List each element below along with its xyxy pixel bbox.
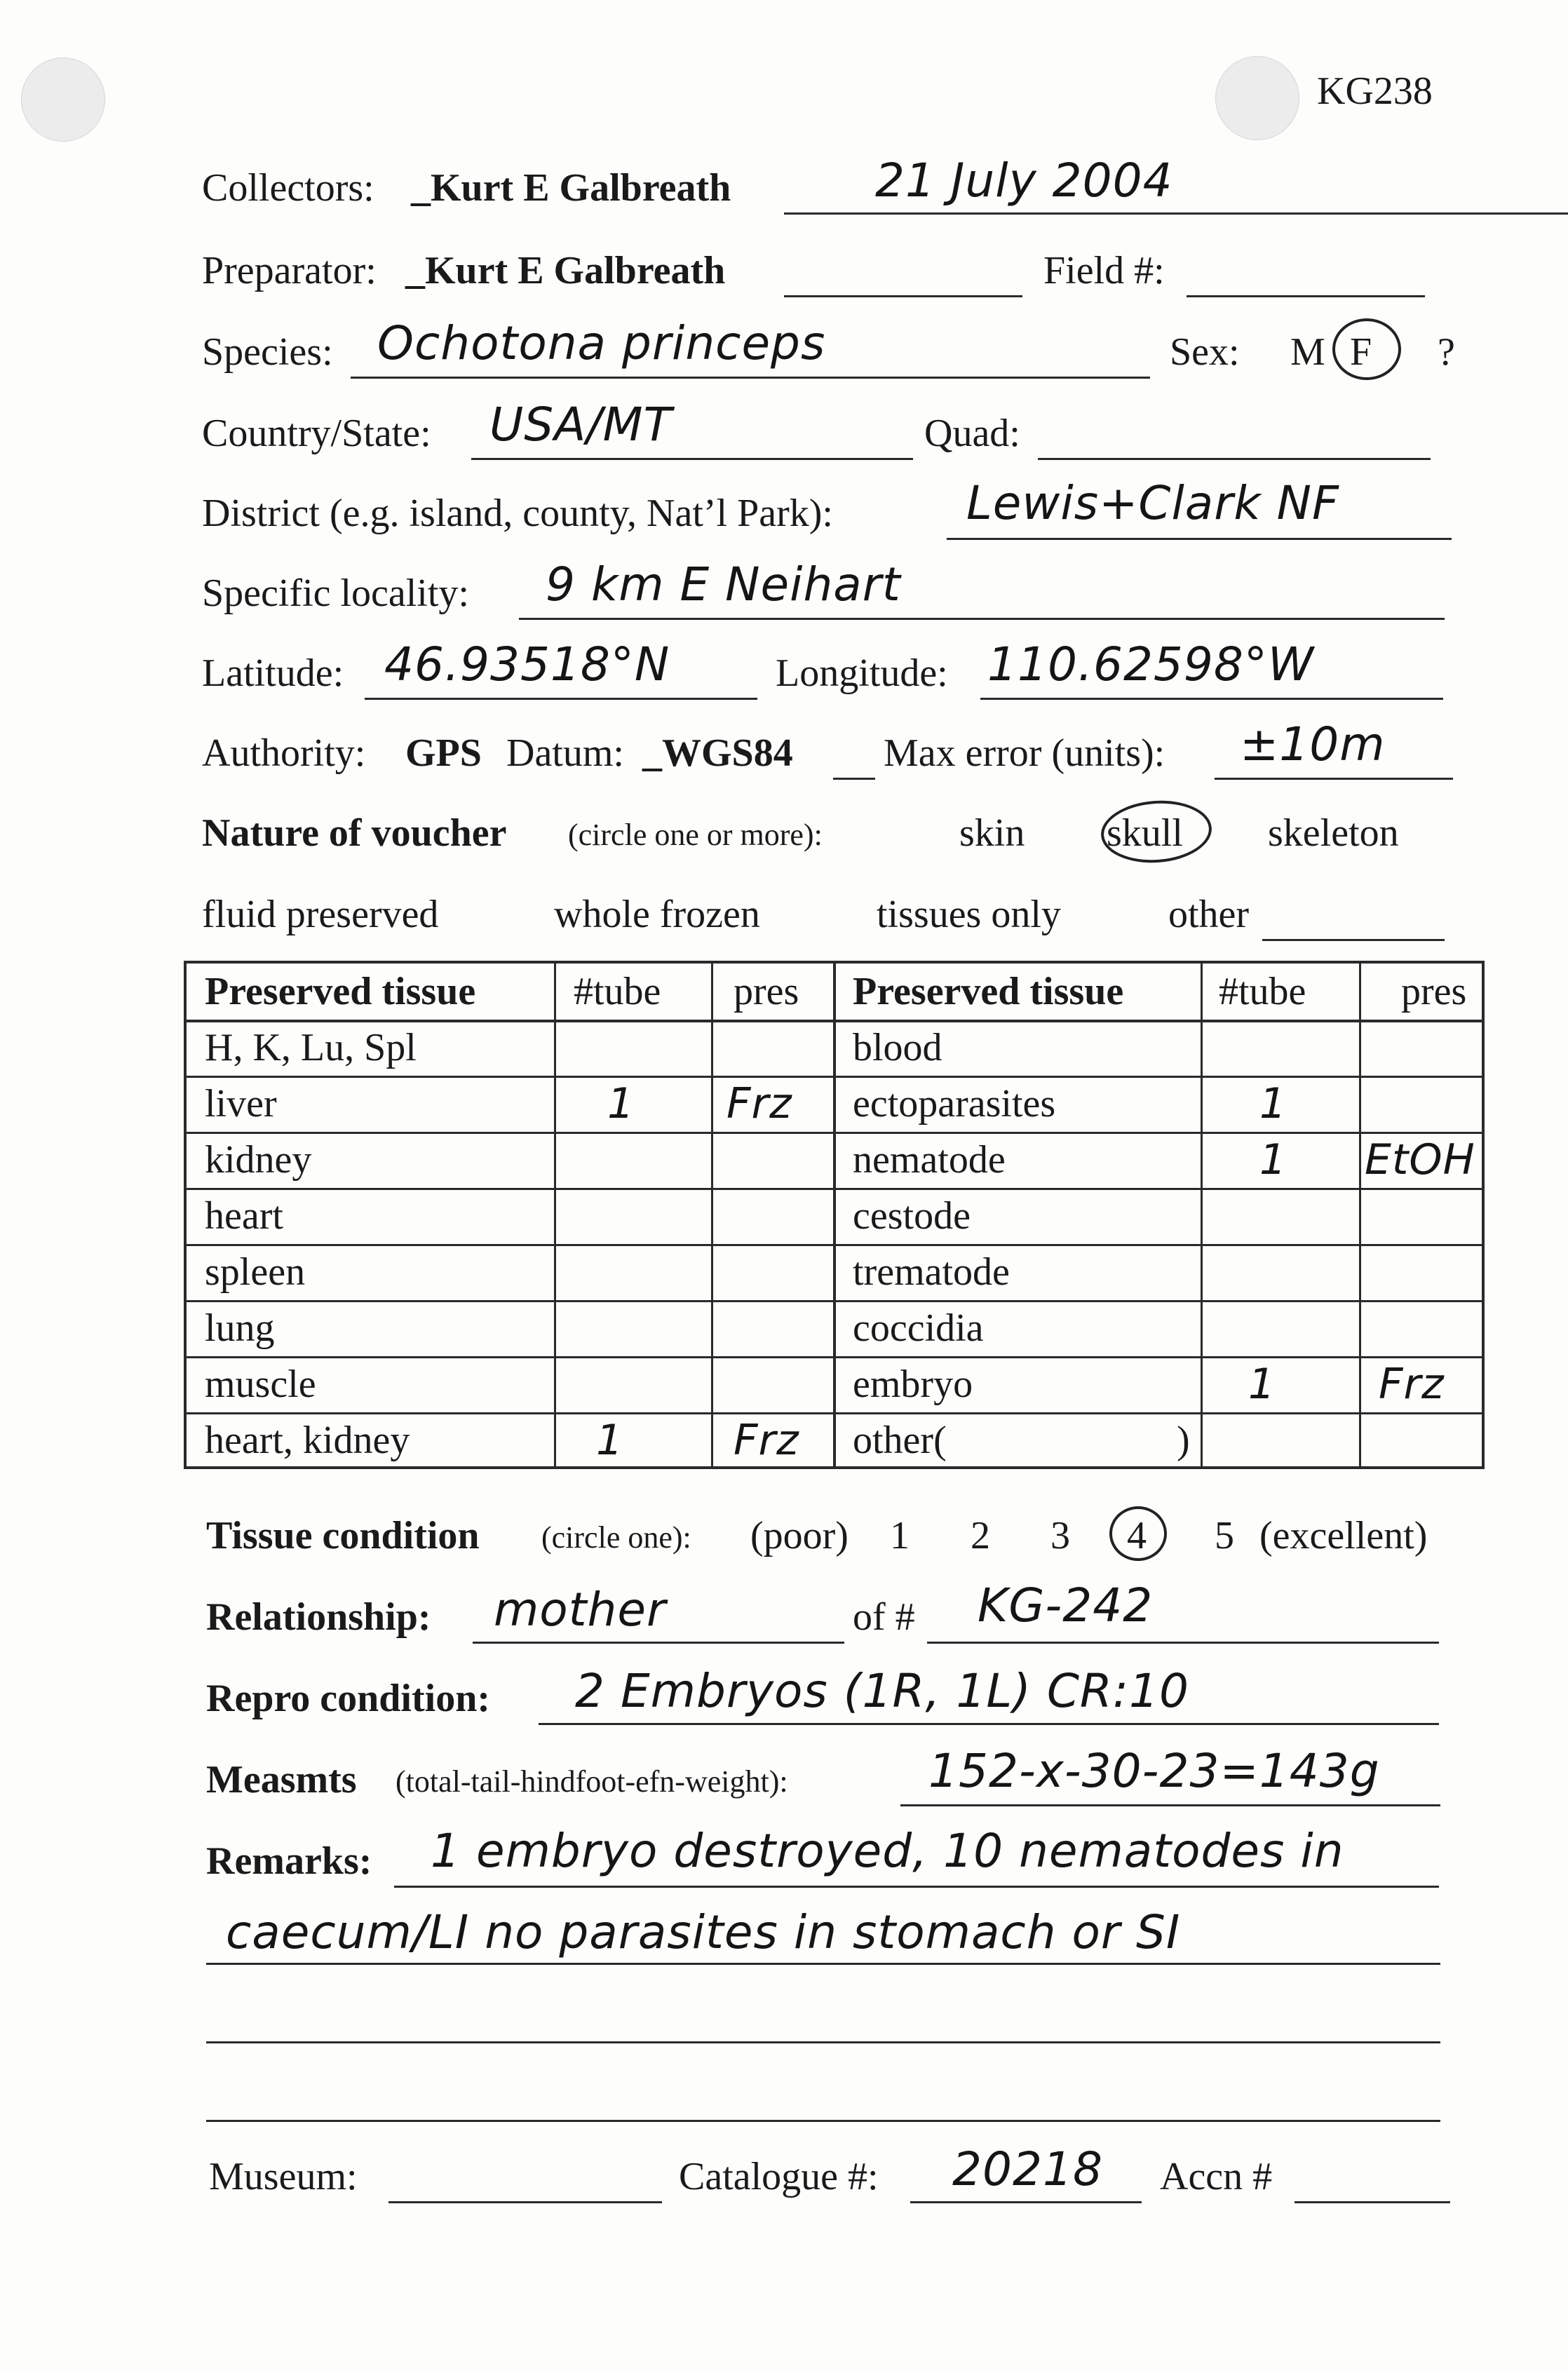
- tissue-name: heart: [205, 1194, 283, 1238]
- voucher-option-fluid[interactable]: fluid preserved: [202, 893, 439, 936]
- authority-row: [202, 717, 1456, 780]
- species-label: Species:: [202, 330, 333, 374]
- longitude-line: [980, 698, 1443, 700]
- table-header: #tube: [574, 970, 661, 1013]
- tube-count[interactable]: 1: [596, 1416, 624, 1465]
- table-divider: [833, 964, 836, 1466]
- table-header: pres: [1401, 970, 1467, 1013]
- tube-count[interactable]: 1: [1259, 1079, 1287, 1128]
- locality-label: Specific locality:: [202, 572, 469, 615]
- repro-label: Repro condition:: [206, 1677, 490, 1720]
- tissue-name: embryo: [853, 1363, 973, 1406]
- authority-label: Authority:: [202, 731, 366, 775]
- table-divider: [187, 1300, 1482, 1302]
- catalogue-value[interactable]: 20218: [952, 2142, 1103, 2196]
- max-error-label: Max error (units):: [884, 731, 1165, 775]
- tissue-name: cestode: [853, 1194, 971, 1238]
- voucher-other-line[interactable]: [1262, 939, 1445, 941]
- sex-label: Sex:: [1170, 330, 1240, 374]
- table-header: #tube: [1219, 970, 1306, 1013]
- country-row: [202, 398, 1456, 460]
- condition-hint: (circle one):: [541, 1520, 691, 1555]
- collectors-name[interactable]: _Kurt E Galbreath: [411, 166, 731, 210]
- voucher-selection-circle: [1099, 797, 1214, 867]
- collectors-date-line: [784, 212, 1568, 215]
- datum-label: Datum:: [506, 731, 624, 775]
- table-divider: [711, 964, 713, 1466]
- catalogue-line: [910, 2201, 1142, 2203]
- locality-line: [519, 618, 1445, 620]
- table-header: Preserved tissue: [853, 970, 1124, 1013]
- locality-row: [202, 557, 1456, 620]
- relationship-label: Relationship:: [206, 1595, 431, 1639]
- species-line: [351, 377, 1150, 379]
- quad-label: Quad:: [924, 412, 1020, 455]
- country-line: [471, 458, 913, 460]
- repro-row: [206, 1664, 1456, 1725]
- longitude-label: Longitude:: [776, 651, 948, 695]
- tissue-name: H, K, Lu, Spl: [205, 1026, 417, 1069]
- tissue-name: other(: [853, 1419, 947, 1462]
- accn-line[interactable]: [1295, 2201, 1450, 2203]
- condition-option-2[interactable]: 2: [971, 1514, 990, 1557]
- preservation[interactable]: Frz: [1379, 1360, 1445, 1409]
- longitude-value[interactable]: 110.62598°W: [987, 637, 1315, 691]
- tissue-name: liver: [205, 1082, 277, 1125]
- punch-hole-left: [21, 58, 105, 142]
- voucher-option-frozen[interactable]: whole frozen: [554, 893, 760, 936]
- tissue-name: heart, kidney: [205, 1419, 410, 1462]
- country-value[interactable]: USA/MT: [489, 398, 673, 452]
- remarks-text-2[interactable]: caecum/LI no parasites in stomach or SI: [226, 1905, 1181, 1959]
- table-divider: [187, 1132, 1482, 1134]
- latitude-line: [365, 698, 757, 700]
- table-divider: [187, 1356, 1482, 1358]
- relationship-of-label: of #: [853, 1595, 915, 1639]
- tissue-table: [184, 961, 1485, 1469]
- latitude-label: Latitude:: [202, 651, 344, 695]
- remarks-row-4: [206, 2067, 1456, 2122]
- tube-count[interactable]: 1: [1259, 1135, 1287, 1184]
- condition-option-5[interactable]: 5: [1215, 1514, 1234, 1557]
- measurements-line: [900, 1804, 1440, 1806]
- locality-value[interactable]: 9 km E Neihart: [546, 557, 901, 611]
- preservation[interactable]: Frz: [726, 1079, 792, 1128]
- accn-label: Accn #: [1160, 2155, 1273, 2198]
- voucher-hint: (circle one or more):: [568, 818, 823, 852]
- relationship-of-value[interactable]: KG-242: [978, 1578, 1154, 1632]
- table-divider: [187, 1188, 1482, 1190]
- tissue-name: trematode: [853, 1250, 1010, 1294]
- remarks-line-3[interactable]: [206, 2041, 1440, 2043]
- latitude-value[interactable]: 46.93518°N: [384, 637, 670, 691]
- museum-line[interactable]: [388, 2201, 662, 2203]
- district-value[interactable]: Lewis+Clark NF: [966, 476, 1339, 530]
- relationship-line: [473, 1642, 844, 1644]
- tissue-name: coccidia: [853, 1306, 984, 1350]
- condition-option-1[interactable]: 1: [890, 1514, 910, 1557]
- form-id: KG238: [1317, 69, 1433, 113]
- table-divider: [187, 1076, 1482, 1078]
- preservation[interactable]: EtOH: [1365, 1135, 1475, 1184]
- datum-line-tail: [833, 778, 875, 780]
- voucher-option-other[interactable]: other: [1168, 893, 1250, 936]
- voucher-option-skeleton[interactable]: skeleton: [1268, 811, 1399, 855]
- remarks-line-1: [394, 1886, 1439, 1888]
- quad-line[interactable]: [1038, 458, 1431, 460]
- country-label: Country/State:: [202, 412, 431, 455]
- sex-option-m[interactable]: M: [1290, 330, 1325, 374]
- collection-date[interactable]: 21 July 2004: [875, 154, 1173, 208]
- table-header: Preserved tissue: [205, 970, 476, 1013]
- voucher-row: [202, 805, 1456, 860]
- preservation[interactable]: Frz: [734, 1416, 799, 1465]
- condition-excellent: (excellent): [1259, 1514, 1428, 1557]
- max-error-line: [1215, 778, 1453, 780]
- museum-label: Museum:: [209, 2155, 358, 2198]
- condition-selection-circle: [1109, 1506, 1167, 1561]
- preparator-row: [202, 243, 1456, 297]
- field-number-label: Field #:: [1043, 249, 1165, 292]
- tube-count[interactable]: 1: [1248, 1360, 1276, 1409]
- preparator-blank-line: [784, 295, 1022, 297]
- measurements-label: Measmts: [206, 1758, 357, 1801]
- max-error-value[interactable]: ±10m: [1240, 717, 1386, 771]
- tissue-name: lung: [205, 1306, 275, 1350]
- sex-option-unknown[interactable]: ?: [1438, 330, 1455, 374]
- table-divider: [187, 1244, 1482, 1246]
- tissue-name: blood: [853, 1026, 942, 1069]
- datum-value[interactable]: _WGS84: [642, 731, 793, 775]
- remarks-line-4[interactable]: [206, 2120, 1440, 2122]
- remarks-line-2: [206, 1963, 1440, 1965]
- remarks-row-3: [206, 1989, 1456, 2043]
- voucher-option-skull[interactable]: skull: [1107, 811, 1183, 855]
- sex-option-f[interactable]: F: [1350, 330, 1372, 374]
- tissue-name: kidney: [205, 1138, 312, 1182]
- voucher-label: Nature of voucher: [202, 811, 507, 855]
- tube-count[interactable]: 1: [607, 1079, 635, 1128]
- preparator-label: Preparator:: [202, 249, 377, 292]
- condition-option-4[interactable]: 4: [1127, 1514, 1147, 1557]
- relationship-row: [206, 1578, 1456, 1644]
- condition-row: [206, 1508, 1456, 1562]
- relationship-of-line: [927, 1642, 1439, 1644]
- collectors-label: Collectors:: [202, 166, 374, 210]
- remarks-text-1[interactable]: 1 embryo destroyed, 10 nematodes in: [431, 1824, 1344, 1878]
- measurements-value[interactable]: 152-x-30-23=143g: [928, 1744, 1380, 1798]
- table-divider: [554, 964, 556, 1466]
- authority-gps: GPS: [405, 731, 482, 775]
- catalogue-label: Catalogue #:: [679, 2155, 879, 2198]
- table-header: pres: [734, 970, 799, 1013]
- remarks-row-2: [206, 1905, 1456, 1965]
- species-row: [202, 316, 1456, 379]
- district-label: District (e.g. island, county, Nat’l Park):: [202, 492, 833, 535]
- tissue-name: nematode: [853, 1138, 1006, 1182]
- measurements-row: [206, 1744, 1456, 1806]
- repro-value[interactable]: 2 Embryos (1R, 1L) CR:10: [575, 1664, 1190, 1718]
- measurements-hint: (total-tail-hindfoot-efn-weight):: [396, 1764, 788, 1799]
- district-row: [202, 476, 1456, 540]
- remarks-row: [206, 1824, 1456, 1888]
- relationship-value[interactable]: mother: [494, 1583, 667, 1637]
- tissue-name: spleen: [205, 1250, 306, 1294]
- voucher-row-2: [202, 886, 1456, 941]
- species-value[interactable]: Ochotona princeps: [377, 316, 826, 370]
- table-divider: [1359, 964, 1361, 1466]
- condition-poor: (poor): [750, 1514, 849, 1557]
- tissue-name: muscle: [205, 1363, 316, 1406]
- voucher-option-tissues[interactable]: tissues only: [877, 893, 1061, 936]
- coordinates-row: [202, 637, 1456, 700]
- field-number-line[interactable]: [1187, 295, 1425, 297]
- condition-option-3[interactable]: 3: [1050, 1514, 1070, 1557]
- district-line: [947, 538, 1452, 540]
- other-close-paren: ): [1177, 1419, 1190, 1462]
- footer-row: [209, 2142, 1456, 2203]
- table-divider: [1201, 964, 1203, 1466]
- collectors-row: [202, 154, 1456, 215]
- sex-selection-circle: [1332, 318, 1401, 380]
- remarks-label: Remarks:: [206, 1839, 372, 1883]
- condition-label: Tissue condition: [206, 1514, 480, 1557]
- preparator-name[interactable]: _Kurt E Galbreath: [405, 249, 726, 292]
- repro-line: [539, 1723, 1439, 1725]
- voucher-option-skin[interactable]: skin: [959, 811, 1025, 855]
- punch-hole-right: [1215, 56, 1299, 140]
- tissue-name: ectoparasites: [853, 1082, 1056, 1125]
